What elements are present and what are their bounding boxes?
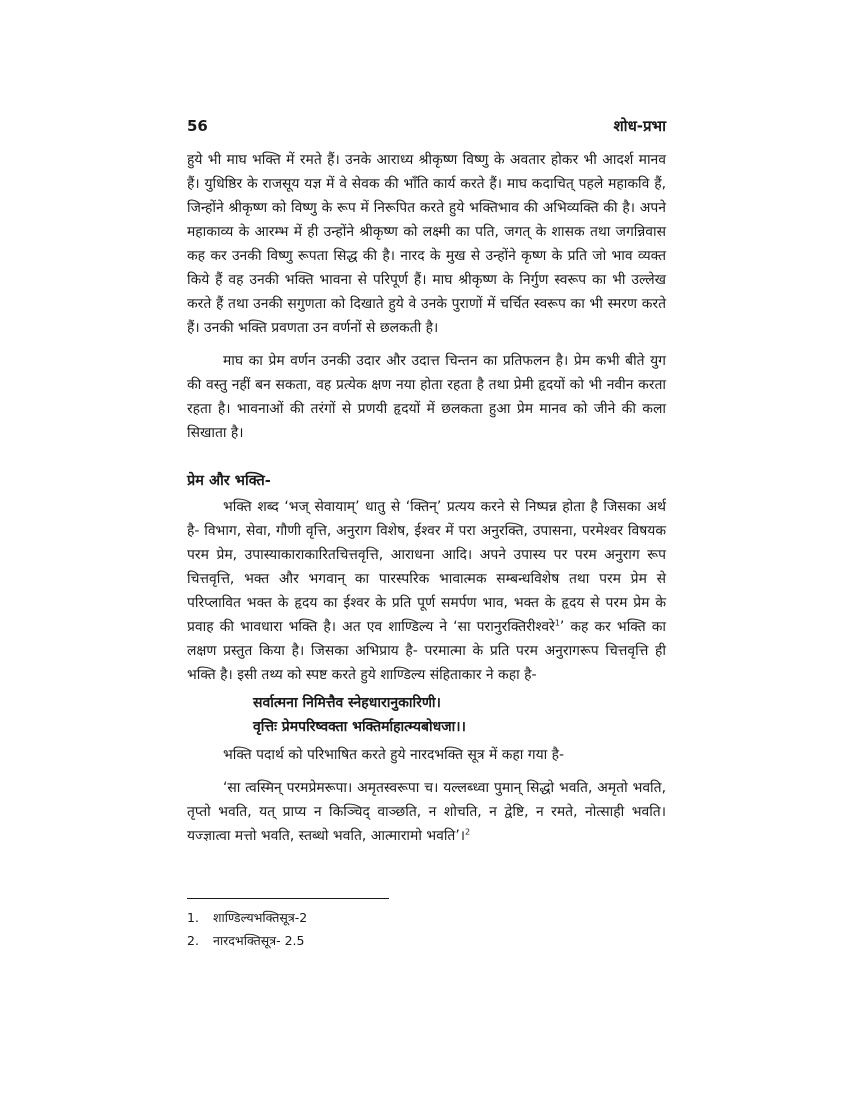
- footnote-number: 1.: [187, 910, 199, 925]
- running-title: शोध-प्रभा: [613, 117, 666, 135]
- paragraph-3-part-1: भक्ति शब्द ‘भज् सेवायाम्’ धातु से ‘क्तिन्’ प्रत्यय करने से निष्पन्न होता है जिसका अर्थ है- विभाग, सेवा, गौणी वृत्ति, अनुराग विशेष, ईश्वर में परा अनुरक्ति, उपासना, परमेश्वर विषयक परम प्रेम, उपास्याकाराकारितचित्तवृत्ति, आराधना आदि। अपने उपास्य पर परम अनुराग रूप चित्तवृत्ति, भक्त और भगवान् का पारस्परिक भावात्मक सम्बन्धविशेष तथा परम प्रेम से परिप्लावित भक्त के हृदय का ईश्वर के प्रति पूर्ण समर्पण भाव, भक्त के हृदय से परम प्रेम के प्रवाह की भावधारा भक्ति है। अत एव शाण्डिल्य ने ‘सा परानुरक्तिरीश्वरे: [187, 499, 666, 635]
- section-heading: प्रेम और भक्ति-: [187, 473, 271, 489]
- body-text: [187, 148, 666, 848]
- paragraph-4: भक्ति पदार्थ को परिभाषित करते हुये नारदभक्ति सूत्र में कहा गया है-: [223, 747, 565, 763]
- verse-line-2: वृत्तिः प्रेमपरिष्वक्ता भक्तिर्माहात्म्यबोधजा।।: [253, 719, 466, 735]
- paragraph-3: [187, 495, 666, 687]
- footnote-number: 2.: [187, 933, 199, 948]
- paragraph-3-part-2: ’ कह कर भक्ति का लक्षण प्रस्तुत किया है। जिसका अभिप्राय है- परमात्मा के प्रति परम अनुरागरूप चित्तवृत्ति ही भक्ति है। इसी तथ्य को स्पष्ट करते हुये शाण्डिल्य संहिताकार ने कहा है-: [187, 619, 666, 683]
- verse-block: [187, 691, 666, 739]
- verse-line-1: सर्वात्मना निमित्तैव स्नेहधारानुकारिणी।: [253, 695, 441, 711]
- page-header: [187, 116, 666, 136]
- paragraph-5: [187, 776, 666, 848]
- page-number: 56: [187, 117, 208, 135]
- footnote-1: [187, 906, 666, 929]
- paragraph-2: माघ का प्रेम वर्णन उनकी उदार और उदात्त चिन्तन का प्रतिफलन है। प्रेम कभी बीते युग की वस्तु नहीं बन सकता, वह प्रत्येक क्षण नया होता रहता है तथा प्रेमी हृदयों को भी नवीन करता रहता है। भावनाओं की तरंगों से प्रणयी हृदयों में छलकता हुआ प्रेम मानव को जीने की कला सिखाता है।: [187, 353, 666, 441]
- footnote-ref-1: 1: [554, 618, 560, 628]
- footnote-text: नारदभक्तिसूत्र- 2.5: [213, 933, 305, 948]
- footnote-divider: [187, 898, 389, 899]
- footnote-2: [187, 929, 666, 952]
- paragraph-5-text: ‘सा त्वस्मिन् परमप्रेमरूपा। अमृतस्वरूपा च। यल्लब्ध्वा पुमान् सिद्धो भवति, अमृतो भवति, तृप्तो भवति, यत् प्राप्य न किञ्चिद् वाञ्छति, न शोचति, न द्वेष्टि, न रमते, नोत्साही भवति। यज्ज्ञात्वा मत्तो भवति, स्तब्धो भवति, आत्मारामो भवति’।: [187, 780, 666, 844]
- footnote-text: शाण्डिल्यभक्तिसूत्र-2: [213, 910, 308, 925]
- footnotes: [187, 906, 666, 952]
- paragraph-1: हुये भी माघ भक्ति में रमते हैं। उनके आराध्य श्रीकृष्ण विष्णु के अवतार होकर भी आदर्श मानव हैं। युधिष्ठिर के राजसूय यज्ञ में वे सेवक की भाँति कार्य करते हैं। माघ कदाचित् पहले महाकवि हैं, जिन्होंने श्रीकृष्ण को विष्णु के रूप में निरूपित करते हुये भक्तिभाव की अभिव्यक्ति की है। अपने महाकाव्य के आरम्भ में ही उन्होंने श्रीकृष्ण को लक्ष्मी का पति, जगत् के शासक तथा जगन्निवास कह कर उनकी विष्णु रूपता सिद्ध की है। नारद के मुख से उन्होंने कृष्ण के प्रति जो भाव व्यक्त किये हैं वह उनकी भक्ति भावना से परिपूर्ण हैं। माघ श्रीकृष्ण के निर्गुण स्वरूप का भी उल्लेख करते हैं तथा उनकी सगुणता को दिखाते हुये वे उनके पुराणों में चर्चित स्वरूप का भी स्मरण करते हैं। उनकी भक्ति प्रवणता उन वर्णनों से छलकती है।: [187, 152, 666, 336]
- footnote-ref-2: 2: [465, 827, 471, 837]
